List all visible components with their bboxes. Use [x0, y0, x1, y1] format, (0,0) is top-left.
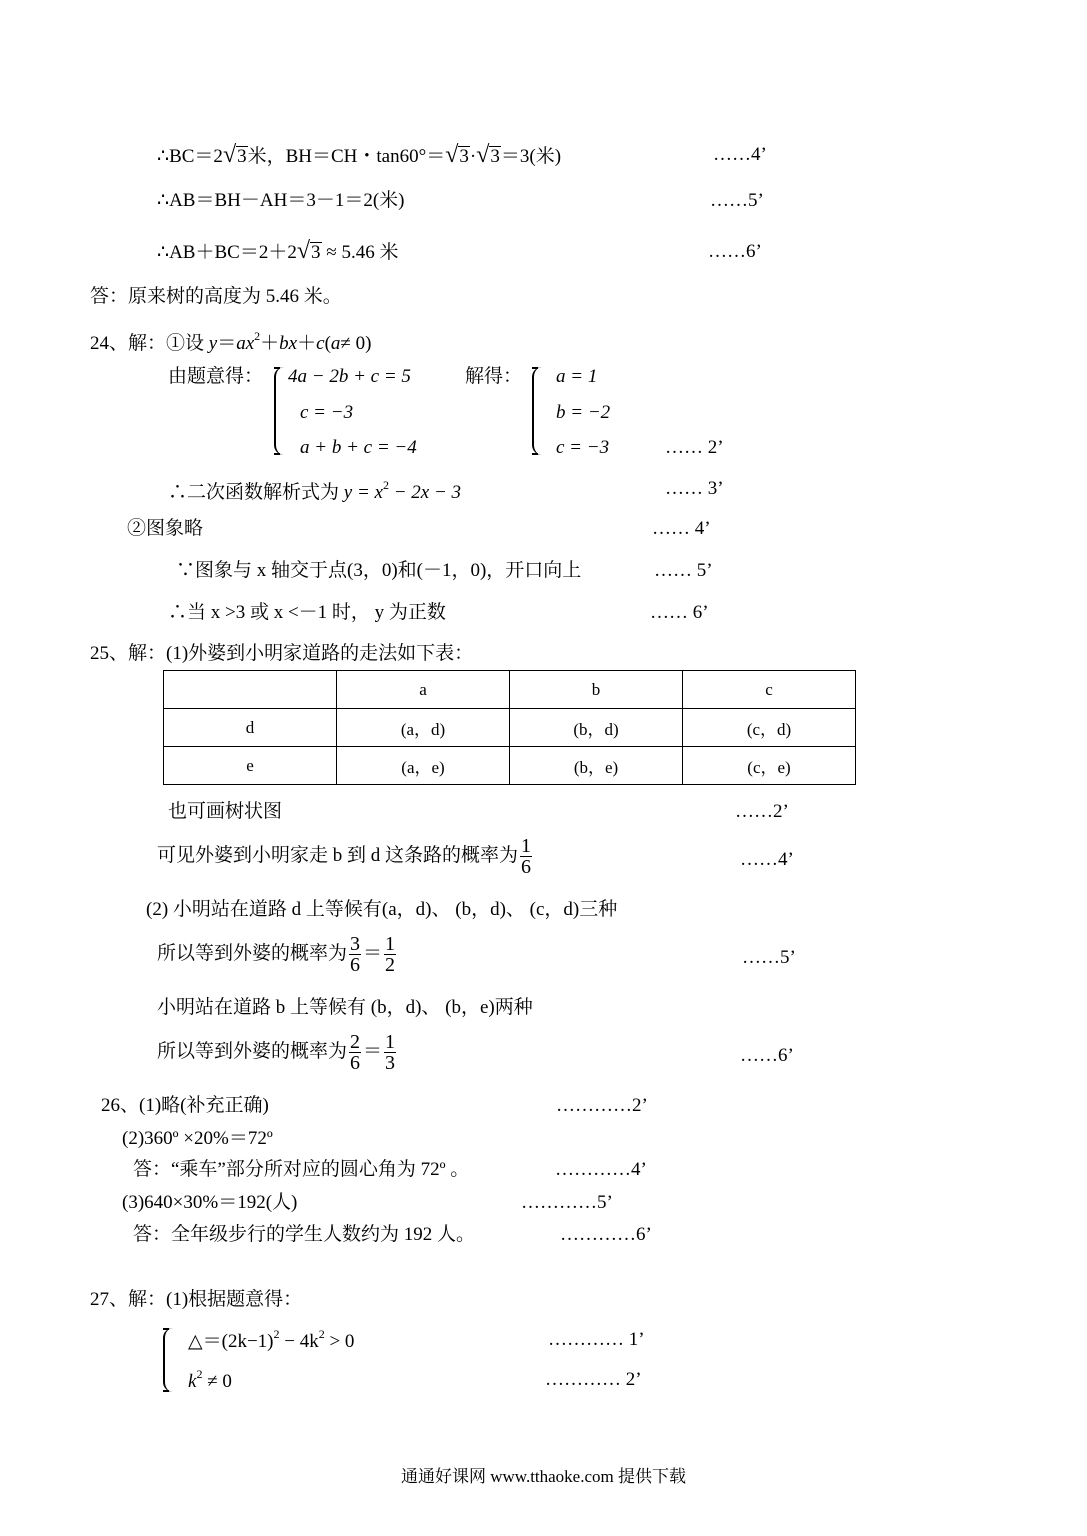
q25-prob-d: 所以等到外婆的概率为 $\frac{3}{6}$ ＝ $\frac{1}{2}$: [157, 933, 396, 976]
q23-points-5: ……5’: [710, 190, 764, 211]
q24-points-3: …… 3’: [665, 478, 724, 499]
system-brace-left: [274, 367, 286, 455]
q24-sys2-c: c = −3: [556, 437, 610, 458]
table-cell: e: [164, 747, 337, 785]
q26-line2: (2)360º ×20%＝72º: [122, 1128, 273, 1149]
footer-source: 通通好课网 www.tthaoke.com 提供下载: [400, 1467, 687, 1486]
table-cell: (a，d): [337, 709, 510, 747]
q23-line-bc: ∴BC＝2√3米，BH＝CH・tan60°＝√3·√3＝3(米): [157, 142, 562, 168]
q24-sys1-eq1: 4a − 2b + c = 5: [288, 366, 411, 387]
table-cell: b: [510, 671, 683, 709]
q27-cond2: $k^2 \ne 0$: [188, 1367, 232, 1392]
q24-sys2-b: b = −2: [556, 402, 611, 423]
table-cell: a: [337, 671, 510, 709]
q24-points-5: …… 5’: [654, 560, 713, 581]
table-row: [164, 709, 856, 747]
q24-given-label: 由题意得：: [168, 366, 264, 387]
table-row: [164, 747, 856, 785]
table-cell: d: [164, 709, 337, 747]
q24-intersect: ∵图象与 x 轴交于点(3，0)和(－1，0)，开口向上: [176, 560, 582, 581]
q27-head: 27、解：(1)根据题意得：: [90, 1289, 303, 1310]
q25-part2-d: (2) 小明站在道路 d 上等候有(a，d)、 (b，d)、 (c，d)三种: [146, 899, 618, 920]
q27-points-2: ………… 2’: [545, 1369, 642, 1390]
q24-sys1-eq2: c = −3: [300, 402, 354, 423]
fraction: $\frac{1}{2}$: [385, 933, 396, 976]
q23-line-ab: ∴AB＝BH－AH＝3－1＝2(米): [157, 190, 405, 211]
table-cell: (b，e): [510, 747, 683, 785]
table-cell: [164, 671, 337, 709]
q24-head: 24、解：①设 $y=ax^2+bx+c(a\ne 0)$: [90, 329, 372, 354]
route-table: [163, 670, 856, 785]
q25-part2-b: 小明站在道路 b 上等候有 (b，d)、 (b，e)两种: [157, 997, 533, 1018]
q26-points-5: …………5’: [521, 1192, 613, 1213]
q25-tree: 也可画树状图: [168, 801, 283, 822]
q24-analytic: ∴二次函数解析式为 $y = x^2 - 2x - 3$: [168, 478, 462, 503]
q25-points-4: ……4’: [740, 849, 794, 870]
q23-points-4: ……4’: [713, 144, 767, 165]
table-cell: (c，e): [683, 747, 856, 785]
q24-sys2-a: a = 1: [556, 366, 598, 387]
q26-line4: (3)640×30%＝192(人): [122, 1192, 298, 1213]
q23-answer: 答：原来树的高度为 5.46 米。: [90, 286, 342, 307]
q24-points-6: …… 6’: [650, 602, 709, 623]
q25-head: 25、解：(1)外婆到小明家道路的走法如下表：: [90, 643, 474, 664]
q27-points-1: ………… 1’: [548, 1329, 645, 1350]
table-cell: (b，d): [510, 709, 683, 747]
q24-points-4: …… 4’: [652, 518, 711, 539]
q26-points-6: …………6’: [560, 1224, 652, 1245]
table-cell: c: [683, 671, 856, 709]
q25-points-2: ……2’: [735, 801, 789, 822]
q25-points-6: ……6’: [740, 1045, 794, 1066]
fraction: $\frac{3}{6}$: [350, 933, 361, 976]
q26-points-4: …………4’: [555, 1159, 647, 1180]
q25-prob-b: 所以等到外婆的概率为 $\frac{2}{6}$ ＝ $\frac{1}{3}$: [157, 1031, 396, 1074]
fraction: $\frac{1}{3}$: [385, 1031, 396, 1074]
table-cell: (a，e): [337, 747, 510, 785]
table-cell: (c，d): [683, 709, 856, 747]
q26-line5: 答：全年级步行的学生人数约为 192 人。: [133, 1224, 476, 1245]
q24-points-2: …… 2’: [665, 437, 724, 458]
q24-solved-label: 解得：: [465, 366, 523, 387]
q27-cond1: $\triangle=(2k-1)^2 - 4k^2 > 0$: [188, 1327, 355, 1352]
q25-prob-bd: 可见外婆到小明家走 b 到 d 这条路的概率为 $\frac{1}{6}$: [157, 835, 532, 878]
condition-brace: [163, 1328, 175, 1392]
q24-graph: ②图象略: [127, 518, 204, 539]
fraction: $\frac{2}{6}$: [350, 1031, 361, 1074]
q24-positive: ∴当 x >3 或 x <－1 时， y 为正数: [168, 602, 446, 623]
q23-points-6: ……6’: [708, 241, 762, 262]
q26-line1: 26、(1)略(补充正确): [101, 1095, 269, 1116]
q24-sys1-eq3: a + b + c = −4: [300, 437, 417, 458]
table-row: [164, 671, 856, 709]
q26-line3: 答：“乘车”部分所对应的圆心角为 72º 。: [133, 1159, 470, 1180]
solution-brace: [532, 367, 544, 455]
fraction: $\frac{1}{6}$: [521, 835, 532, 878]
q25-points-5: ……5’: [742, 947, 796, 968]
q23-line-sum: ∴AB＋BC＝2＋2√3 ≈ 5.46 米: [157, 238, 399, 264]
q26-points-2: …………2’: [556, 1095, 648, 1116]
